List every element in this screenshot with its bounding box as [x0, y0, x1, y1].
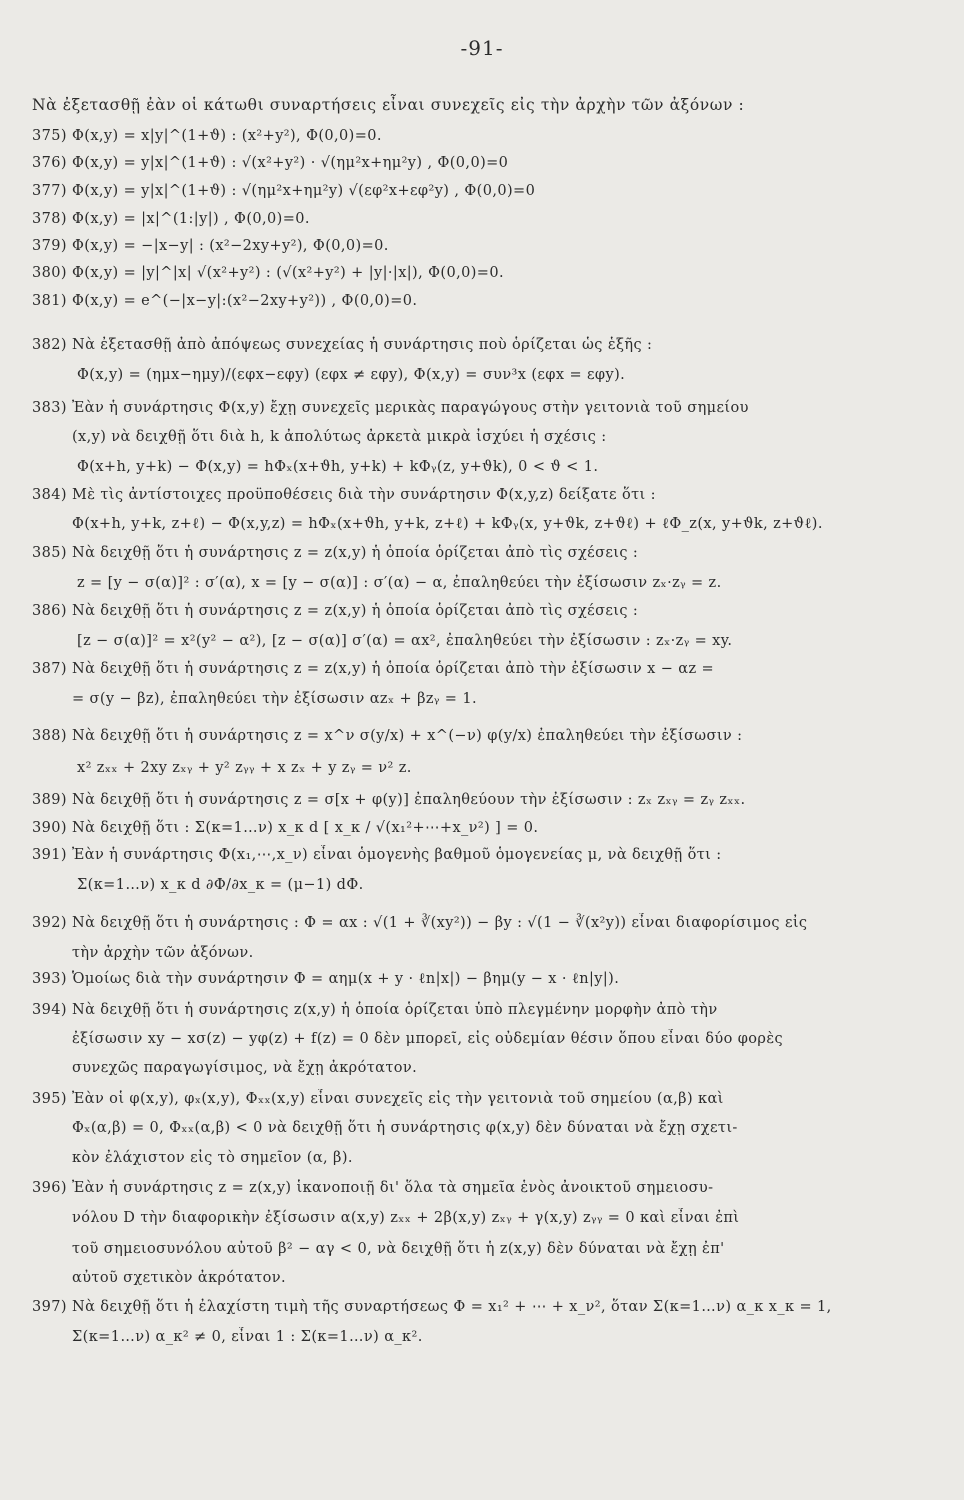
exercise-line [32, 1327, 932, 1347]
exercise-text: Νὰ ἐξετασθῇ ἀπὸ ἀπόψεως συνεχείας ἡ συνάρτησις ποὺ ὁρίζεται ὡς ἑξῆς : [72, 337, 653, 353]
exercise-number: 386) [32, 603, 67, 619]
exercise-number: 382) [32, 337, 67, 353]
exercise-text: Ἐὰν οἱ φ(x,y), φₓ(x,y), Φₓₓ(x,y) εἶναι συνεχεῖς εἰς τὴν γειτονιὰ τοῦ σημείου (α,β) καὶ [72, 1091, 724, 1107]
exercise-line [32, 365, 932, 385]
exercise-text: Νὰ δειχθῇ ὅτι ἡ ἐλαχίστη τιμὴ τῆς συναρτήσεως Φ = x₁² + ⋯ + x_ν², ὅταν Σ(κ=1…ν) α_κ x_κ = 1, [72, 1299, 832, 1315]
exercise-line [32, 291, 932, 311]
exercise-line [32, 543, 932, 563]
exercise-line [32, 335, 932, 355]
exercise-number: 397) [32, 1299, 67, 1315]
exercise-number: 375) [32, 128, 67, 144]
exercise-text: Φ(x+h, y+k, z+ℓ) − Φ(x,y,z) = hΦₓ(x+ϑh, y+k, z+ℓ) + kΦᵧ(x, y+ϑk, z+ϑℓ) + ℓΦ_z(x, y+ϑk, z+ϑℓ). [72, 516, 823, 532]
exercise-line [32, 209, 932, 229]
exercise-text: Ἐὰν ἡ συνάρτησις z = z(x,y) ἱκανοποιῇ δι' ὅλα τὰ σημεῖα ἑνὸς ἀνοικτοῦ σημειοσυ- [72, 1180, 714, 1196]
exercise-text: Ἐὰν ἡ συνάρτησις Φ(x₁,⋯,x_ν) εἶναι ὁμογενὴς βαθμοῦ ὁμογενείας μ, νὰ δειχθῇ ὅτι : [72, 847, 722, 863]
exercise-text: Σ(κ=1…ν) x_κ d ∂Φ/∂x_κ = (μ−1) dΦ. [72, 877, 364, 893]
exercise-text: Μὲ τὶς ἀντίστοιχες προϋποθέσεις διὰ τὴν συνάρτησιν Φ(x,y,z) δείξατε ὅτι : [72, 487, 656, 503]
exercise-text: Φ(x,y) = −|x−y| : (x²−2xy+y²), Φ(0,0)=0. [72, 238, 389, 254]
exercise-text: z = [y − σ(α)]² : σ′(α), x = [y − σ(α)] : σ′(α) − α, ἐπαληθεύει τὴν ἐξίσωσιν zₓ·zᵧ = z. [72, 575, 722, 591]
exercise-line [32, 485, 932, 505]
exercise-text: Νὰ δειχθῇ ὅτι ἡ συνάρτησις z = z(x,y) ἡ ὁποία ὁρίζεται ἀπὸ τὶς σχέσεις : [72, 603, 639, 619]
exercise-text: Νὰ δειχθῇ ὅτι ἡ συνάρτησις z = σ[x + φ(y)] ἐπαληθεύουν τὴν ἐξίσωσιν : zₓ zₓᵧ = zᵧ zₓₓ. [72, 792, 746, 808]
exercise-line [32, 689, 932, 709]
exercise-number: 378) [32, 211, 67, 227]
exercise-text: x² zₓₓ + 2xy zₓᵧ + y² zᵧᵧ + x zₓ + y zᵧ = ν² z. [72, 760, 412, 776]
exercise-line [32, 126, 932, 146]
exercise-number: 384) [32, 487, 67, 503]
exercise-line [32, 263, 932, 283]
exercise-line [32, 1029, 932, 1049]
exercise-text: κὸν ἐλάχιστον εἰς τὸ σημεῖον (α, β). [72, 1150, 353, 1166]
exercise-line [32, 631, 932, 651]
exercise-text: Νὰ δειχθῇ ὅτι ἡ συνάρτησις : Φ = αx : √(1 + ∛(xy²)) − βy : √(1 − ∛(x²y)) εἶναι διαφορίσιμος εἰς [72, 915, 808, 931]
exercise-number: 381) [32, 293, 67, 309]
exercise-text: τὴν ἀρχὴν τῶν ἀξόνων. [72, 945, 254, 961]
exercise-line [32, 790, 932, 810]
exercise-text: Φ(x,y) = e^(−|x−y|:(x²−2xy+y²)) , Φ(0,0)=0. [72, 293, 418, 309]
exercise-line [32, 427, 932, 447]
exercise-number: 390) [32, 820, 67, 836]
exercise-text: Φ(x,y) = |y|^|x| √(x²+y²) : (√(x²+y²) + |y|·|x|), Φ(0,0)=0. [72, 265, 504, 281]
exercise-number: 389) [32, 792, 67, 808]
exercise-number: 388) [32, 728, 67, 744]
exercise-line [32, 1148, 932, 1168]
exercise-number: 396) [32, 1180, 67, 1196]
exercise-line [32, 818, 932, 838]
exercise-number: 392) [32, 915, 67, 931]
intro-text: Νὰ ἐξετασθῇ ἐὰν οἱ κάτωθι συναρτήσεις εἶναι συνεχεῖς εἰς τὴν ἀρχὴν τῶν ἀξόνων : [32, 96, 745, 114]
exercise-number: 395) [32, 1091, 67, 1107]
exercise-number: 391) [32, 847, 67, 863]
exercise-text: αὐτοῦ σχετικὸν ἀκρότατον. [72, 1270, 286, 1286]
exercise-line [32, 1239, 932, 1259]
exercise-line [32, 457, 932, 477]
exercise-number: 380) [32, 265, 67, 281]
exercise-line [32, 1208, 932, 1228]
exercise-line [32, 659, 932, 679]
exercise-text: Φ(x,y) = x|y|^(1+ϑ) : (x²+y²), Φ(0,0)=0. [72, 128, 382, 144]
exercise-line [32, 1118, 932, 1138]
exercise-number: 377) [32, 183, 67, 199]
exercise-text: (x,y) νὰ δειχθῇ ὅτι διὰ h, k ἀπολύτως ἀρκετὰ μικρὰ ἰσχύει ἡ σχέσις : [72, 429, 607, 445]
exercise-number: 383) [32, 400, 67, 416]
exercise-text: τοῦ σημειοσυνόλου αὐτοῦ β² − αγ < 0, νὰ δειχθῇ ὅτι ἡ z(x,y) δὲν δύναται νὰ ἔχῃ ἐπ' [72, 1241, 725, 1257]
exercise-number: 385) [32, 545, 67, 561]
exercise-line [32, 758, 932, 778]
exercise-line [32, 573, 932, 593]
exercise-line [32, 398, 932, 418]
exercise-line [32, 153, 932, 173]
exercise-line [32, 1058, 932, 1078]
exercise-line [32, 1089, 932, 1109]
exercise-number: 393) [32, 971, 67, 987]
exercise-text: Νὰ δειχθῇ ὅτι ἡ συνάρτησις z = x^ν σ(y/x) + x^(−ν) φ(y/x) ἐπαληθεύει τὴν ἐξίσωσιν : [72, 728, 743, 744]
exercise-text: Φ(x,y) = (ημx−ημy)/(εφx−εφy) (εφx ≠ εφy), Φ(x,y) = συν³x (εφx = εφy). [72, 367, 626, 383]
exercise-line [32, 913, 932, 933]
page-number: -91- [460, 36, 504, 60]
exercise-text: Νὰ δειχθῇ ὅτι : Σ(κ=1…ν) x_κ d [ x_κ / √(x₁²+⋯+x_ν²) ] = 0. [72, 820, 539, 836]
exercise-line [32, 969, 932, 989]
exercise-text: Φₓ(α,β) = 0, Φₓₓ(α,β) < 0 νὰ δειχθῇ ὅτι ἡ συνάρτησις φ(x,y) δὲν δύναται νὰ ἔχῃ σχετι- [72, 1120, 738, 1136]
exercise-text: Φ(x,y) = |x|^(1:|y|) , Φ(0,0)=0. [72, 211, 310, 227]
exercise-number: 394) [32, 1002, 67, 1018]
exercise-number: 387) [32, 661, 67, 677]
exercise-number: 379) [32, 238, 67, 254]
exercise-text: Σ(κ=1…ν) α_κ² ≠ 0, εἶναι 1 : Σ(κ=1…ν) α_κ². [72, 1329, 423, 1345]
exercise-line [32, 236, 932, 256]
exercise-line [32, 601, 932, 621]
exercise-text: Ἐὰν ἡ συνάρτησις Φ(x,y) ἔχῃ συνεχεῖς μερικὰς παραγώγους στὴν γειτονιὰ τοῦ σημείου [72, 400, 749, 416]
exercise-text: [z − σ(α)]² = x²(y² − α²), [z − σ(α)] σ′(α) = αx², ἐπαληθεύει τὴν ἐξίσωσιν : zₓ·zᵧ = xy. [72, 633, 733, 649]
exercise-text: Φ(x,y) = y|x|^(1+ϑ) : √(x²+y²) · √(ημ²x+ημ²y) , Φ(0,0)=0 [72, 155, 509, 171]
exercise-line [32, 845, 932, 865]
exercise-line [32, 1297, 932, 1317]
exercise-line [32, 1178, 932, 1198]
exercise-line [32, 514, 932, 534]
exercise-number: 376) [32, 155, 67, 171]
exercise-line [32, 943, 932, 963]
exercise-line [32, 1000, 932, 1020]
exercise-text: Ὁμοίως διὰ τὴν συνάρτησιν Φ = αημ(x + y · ℓn|x|) − βημ(y − x · ℓn|y|). [72, 971, 620, 987]
exercise-text: συνεχῶς παραγωγίσιμος, νὰ ἔχῃ ἀκρότατον. [72, 1060, 418, 1076]
exercise-text: = σ(y − βz), ἐπαληθεύει τὴν ἐξίσωσιν αzₓ + βzᵧ = 1. [72, 691, 477, 707]
exercise-text: νόλου D τὴν διαφορικὴν ἐξίσωσιν α(x,y) zₓₓ + 2β(x,y) zₓᵧ + γ(x,y) zᵧᵧ = 0 καὶ εἶναι ἐπὶ [72, 1210, 740, 1226]
exercise-text: Νὰ δειχθῇ ὅτι ἡ συνάρτησις z = z(x,y) ἡ ὁποία ὁρίζεται ἀπὸ τὶς σχέσεις : [72, 545, 639, 561]
exercise-text: Φ(x+h, y+k) − Φ(x,y) = hΦₓ(x+ϑh, y+k) + kΦᵧ(z, y+ϑk), 0 < ϑ < 1. [72, 459, 599, 475]
exercise-text: Νὰ δειχθῇ ὅτι ἡ συνάρτησις z = z(x,y) ἡ ὁποία ὁρίζεται ἀπὸ τὴν ἐξίσωσιν x − αz = [72, 661, 715, 677]
exercise-text: Φ(x,y) = y|x|^(1+ϑ) : √(ημ²x+ημ²y) √(εφ²x+εφ²y) , Φ(0,0)=0 [72, 183, 536, 199]
exercise-line [32, 875, 932, 895]
exercise-text: ἐξίσωσιν xy − xσ(z) − yφ(z) + f(z) = 0 δὲν μπορεῖ, εἰς οὐδεμίαν θέσιν ὅπου εἶναι δύο φορὲς [72, 1031, 784, 1047]
exercise-line [32, 1268, 932, 1288]
exercise-line [32, 181, 932, 201]
exercise-line [32, 726, 932, 746]
exercise-text: Νὰ δειχθῇ ὅτι ἡ συνάρτησις z(x,y) ἡ ὁποία ὁρίζεται ὑπὸ πλεγμένην μορφὴν ἀπὸ τὴν [72, 1002, 718, 1018]
